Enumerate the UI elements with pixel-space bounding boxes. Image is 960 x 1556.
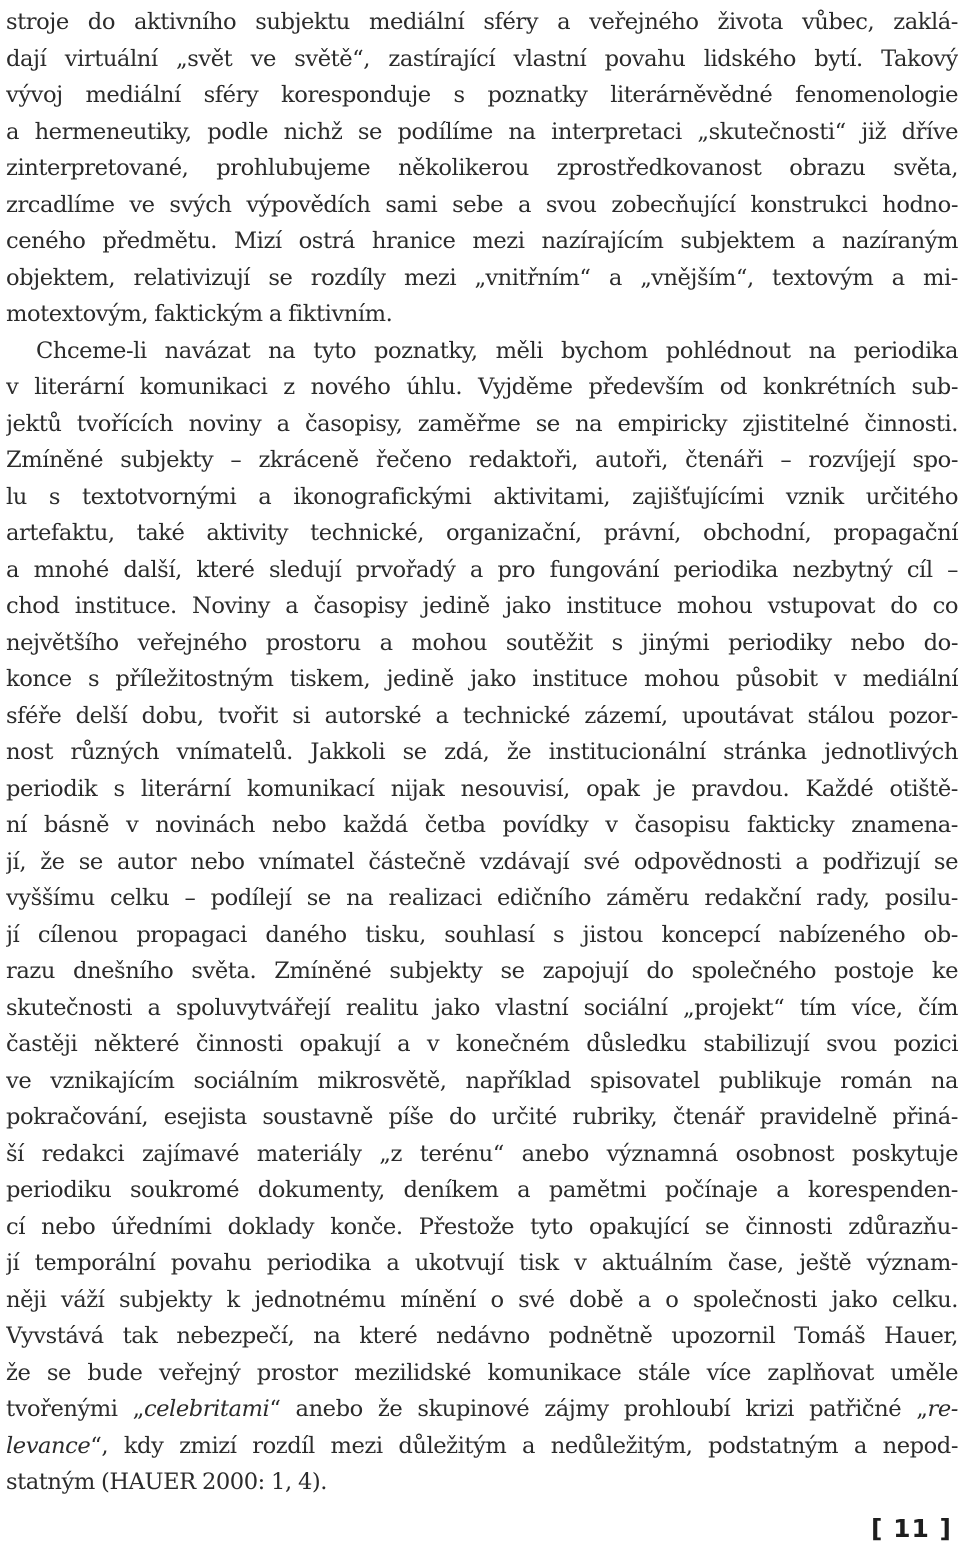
text-line: konce s příležitostným tiskem, jedině jako instituce mohou působit v mediální (6, 666, 958, 692)
text-line: lu s textotvornými a ikonografickými aktivitami, zajišťujícími vznik určitého (6, 483, 958, 510)
text-line: zinterpretované, prohlubujeme několikerou zprostředkovanost obrazu světa, (6, 155, 958, 181)
paragraph-end-line: statným (HAUER 2000: 1, 4). (6, 1469, 327, 1495)
text-line: jí, že se autor nebo vnímatel částečně vzdávají své odpovědnosti a podřizují se (6, 848, 958, 875)
text-line: něji váží subjekty k jednotnému mínění o své době a o společnosti jako celku. (6, 1286, 958, 1313)
text-line: zrcadlíme ve svých výpovědích sami sebe a svou zobecňující konstrukci hodno- (6, 191, 958, 218)
text-line: nost různých vnímatelů. Jakkoli se zdá, že institucionální stránka jednotlivých (6, 739, 958, 765)
text-line-with-italics (6, 1391, 958, 1428)
text-line: objektem, relativizují se rozdíly mezi „vnitřním“ a „vnějším“, textovým a mi- (6, 264, 958, 291)
text-line: sféře delší dobu, tvořit si autorské a technické zázemí, upoutávat stálou pozor- (6, 702, 958, 729)
text-line: cí nebo úředními doklady konče. Přestože tyto opakující se činnosti zdůrazňu- (6, 1213, 958, 1240)
text-line: a hermeneutiky, podle nichž se podílíme na interpretaci „skutečnosti“ již dříve (6, 118, 958, 145)
text-line: chod instituce. Noviny a časopisy jedině jako instituce mohou vstupovat do co (6, 593, 958, 619)
italic-term-relevance-start: re- (927, 1396, 958, 1422)
text-segment: “ anebo že skupinové zájmy prohloubí krizi patřičné „ (269, 1396, 928, 1422)
text-line: v literární komunikaci z nového úhlu. Vyjděme především od konkrétních sub- (6, 374, 958, 400)
text-line: a mnohé další, které sledují prvořadý a pro fungování periodika nezbytný cíl – (6, 556, 958, 583)
text-line: periodiku soukromé dokumenty, deníkem a pamětmi počínaje a korespenden- (6, 1177, 958, 1203)
paragraph-end-line: motextovým, faktickým a fiktivním. (6, 301, 393, 327)
text-segment: tvořenými „ (6, 1396, 144, 1422)
text-line: stroje do aktivního subjektu mediální sféry a veřejného života vůbec, zaklá- (6, 9, 958, 35)
text-line: skutečnosti a spoluvytvářejí realitu jako vlastní sociální „projekt“ tím více, čím (6, 994, 958, 1021)
text-line: ceného předmětu. Mizí ostrá hranice mezi nazírajícím subjektem a nazíraným (6, 228, 958, 254)
text-line: ší redakci zajímavé materiály „z terénu“ anebo významná osobnost poskytuje (6, 1140, 958, 1167)
text-line: pokračování, esejista soustavně píše do určité rubriky, čtenář pravidelně přiná- (6, 1104, 958, 1130)
italic-term-celebritami: celebritami (143, 1396, 270, 1422)
italic-term-relevance-end: levance (6, 1432, 91, 1459)
text-line: největšího veřejného prostoru a mohou soutěžit s jinými periodiky nebo do- (6, 629, 958, 656)
text-segment: “, kdy zmizí rozdíl mezi důležitým a nedůležitým, podstatným a nepod- (90, 1432, 958, 1459)
text-line-with-italics (6, 1428, 958, 1465)
text-line: jí temporální povahu periodika a ukotvují tisk v aktuálním čase, ještě význam- (6, 1250, 958, 1276)
text-line: ní básně v novinách nebo každá četba povídky v časopisu fakticky znamena- (6, 812, 958, 838)
text-line: periodik s literární komunikací nijak nesouvisí, opak je pravdou. Každé otiště- (6, 775, 958, 802)
text-line: ve vznikajícím sociálním mikrosvětě, například spisovatel publikuje román na (6, 1067, 958, 1094)
text-line: artefaktu, také aktivity technické, organizační, právní, obchodní, propagační (6, 520, 958, 546)
text-line: vývoj mediální sféry koresponduje s poznatky literárněvědné fenomenologie (6, 82, 958, 108)
text-line: vyššímu celku – podílejí se na realizaci edičního záměru redakční rady, posilu- (6, 885, 958, 911)
text-line: Vyvstává tak nebezpečí, na které nedávno podnětně upozornil Tomáš Hauer, (6, 1323, 958, 1349)
text-line: že se bude veřejný prostor mezilidské komunikace stále více zaplňovat uměle (6, 1359, 958, 1386)
body-text (6, 4, 958, 1501)
text-line: razu dnešního světa. Zmíněné subjekty se zapojují do společného postoje ke (6, 958, 958, 984)
text-line: Zmíněné subjekty – zkráceně řečeno redaktoři, autoři, čtenáři – rozvíjejí spo- (6, 447, 958, 473)
page-number: [ 11 ] (870, 1514, 952, 1543)
text-line: jí cílenou propagaci daného tisku, souhlasí s jistou koncepcí nabízeného ob- (6, 921, 958, 948)
text-line: jektů tvořících noviny a časopisy, zaměřme se na empiricky zjistitelné činnosti. (6, 410, 958, 437)
text-line: častěji některé činnosti opakují a v konečném důsledku stabilizují svou pozici (6, 1031, 958, 1057)
text-line: dají virtuální „svět ve světě“, zastírající vlastní povahu lidského bytí. Takový (6, 45, 958, 72)
paragraph-start-line: Chceme-li navázat na tyto poznatky, měli bychom pohlédnout na periodika (36, 337, 958, 364)
